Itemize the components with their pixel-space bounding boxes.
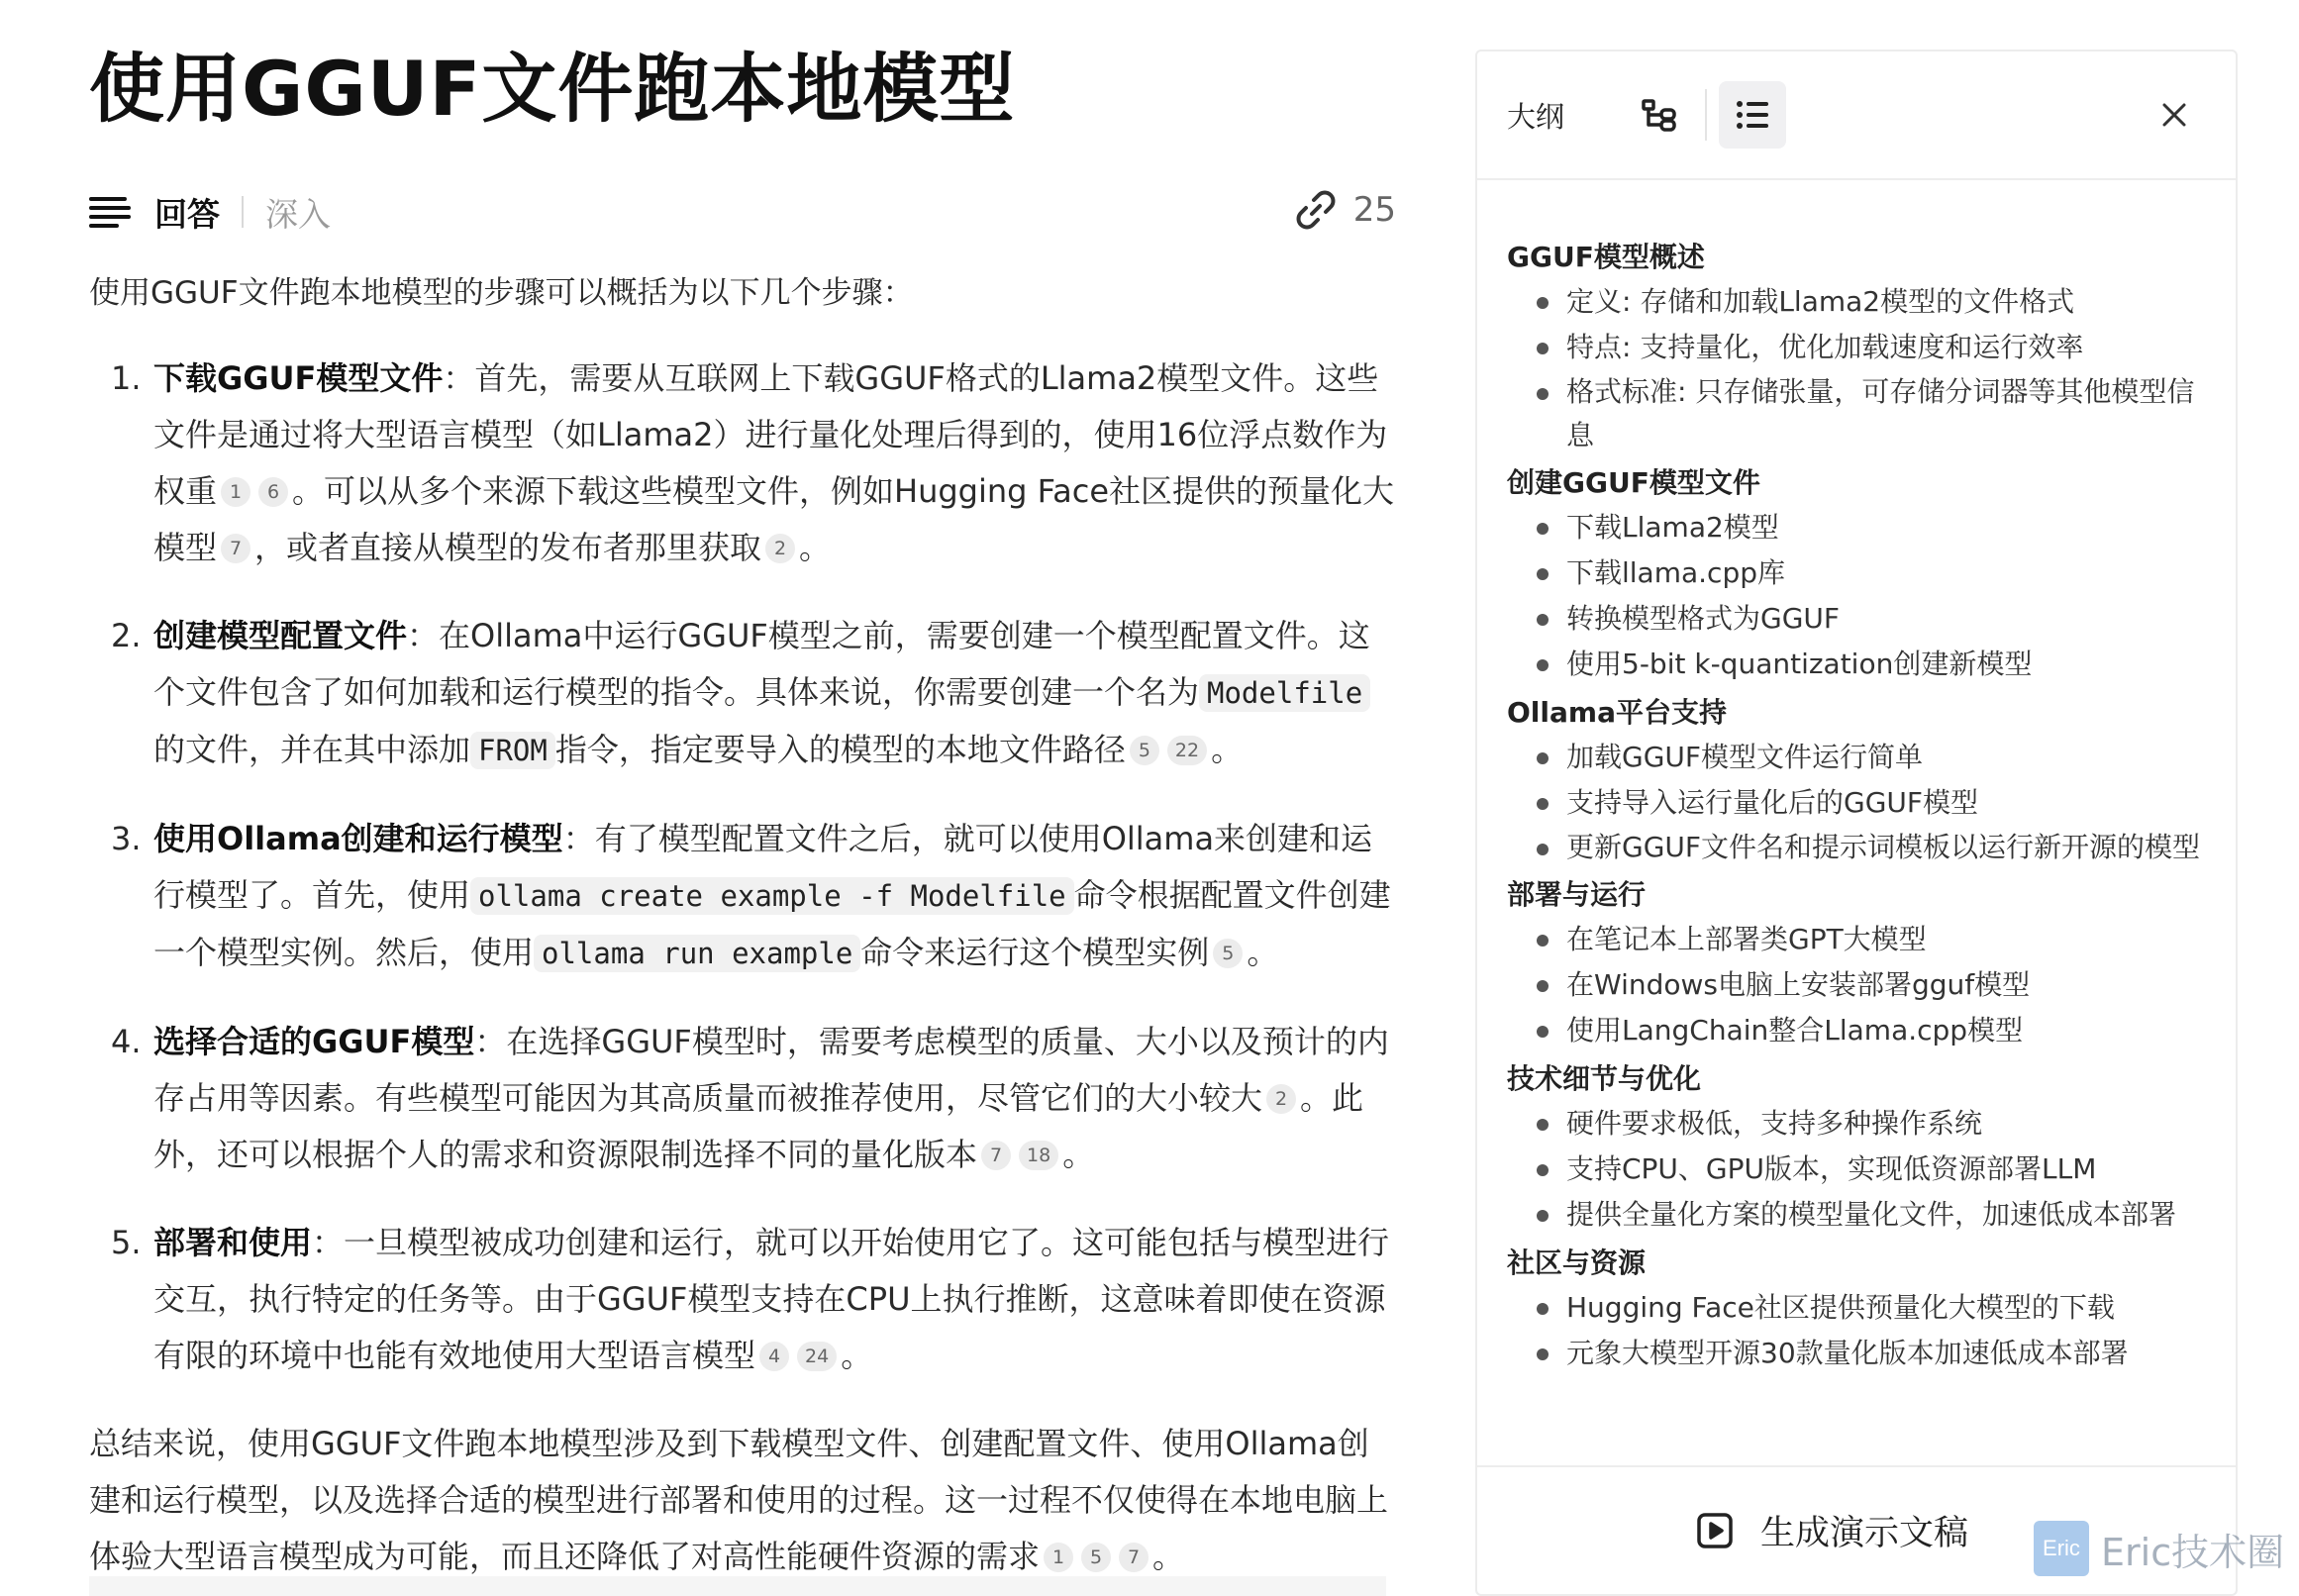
outline-section xyxy=(1507,873,2206,1053)
close-button[interactable] xyxy=(2152,93,2196,137)
step-text: ：在选择GGUF模型时，需要考虑模型的质量、大小以及预计的内存占用等因素。有些模型可能因为其高质量而被推荐使用，尽管它们的大小较大 xyxy=(153,1023,1389,1117)
answer-tabs xyxy=(89,180,1396,244)
link-icon xyxy=(1292,186,1340,234)
outline-section-title[interactable]: GGUF模型概述 xyxy=(1507,241,1705,273)
step-text: 命令根据配置文件创建一个模型实例。然后，使用 xyxy=(153,876,1391,971)
source-count: 25 xyxy=(1352,190,1396,230)
citation-badge[interactable]: 7 xyxy=(1119,1543,1149,1572)
citation-badge[interactable]: 7 xyxy=(981,1141,1011,1170)
step-number: 1. xyxy=(111,359,142,397)
watermark-logo: Eric xyxy=(2034,1521,2089,1576)
outline-item[interactable]: 提供全量化方案的模型量化文件，加速低成本部署 xyxy=(1507,1192,2206,1238)
outline-section xyxy=(1507,691,2206,869)
outline-item[interactable]: 更新GGUF文件名和提示词模板以运行新开源的模型 xyxy=(1507,826,2206,869)
step-text: ：有了模型配置文件之后，就可以使用Ollama来创建和运行模型了。首先，使用 xyxy=(153,820,1373,914)
step-number: 3. xyxy=(111,820,142,857)
list-item xyxy=(89,350,1396,576)
list-view-button[interactable] xyxy=(1719,81,1786,149)
step-text: 。 xyxy=(841,1337,873,1374)
step-heading: 部署和使用 xyxy=(153,1224,313,1261)
header-divider xyxy=(1705,89,1707,141)
citation-badge[interactable]: 22 xyxy=(1167,736,1207,765)
step-text: 。 xyxy=(1247,934,1279,971)
step-text: 的文件，并在其中添加 xyxy=(153,731,471,768)
list-icon xyxy=(1733,95,1772,135)
step-number: 5. xyxy=(111,1224,142,1261)
citation-badge[interactable]: 5 xyxy=(1213,939,1243,968)
outline-item[interactable]: 在笔记本上部署类GPT大模型 xyxy=(1507,917,2206,962)
answer-article xyxy=(89,40,1396,1585)
list-item xyxy=(89,811,1396,982)
step-text: 。可以从多个来源下载这些模型文件，例如Hugging Face社区提供的预量化大模型 xyxy=(153,472,1395,566)
outline-item[interactable]: 支持导入运行量化后的GGUF模型 xyxy=(1507,780,2206,826)
bottom-fade xyxy=(89,1576,1386,1596)
outline-section xyxy=(1507,1242,2206,1376)
step-text: 指令，指定要导入的模型的本地文件路径 xyxy=(554,731,1126,768)
outline-item[interactable]: 使用LangChain整合Llama.cpp模型 xyxy=(1507,1008,2206,1053)
step-heading: 创建模型配置文件 xyxy=(153,617,408,654)
close-icon xyxy=(2159,100,2189,130)
outline-item[interactable]: 转换模型格式为GGUF xyxy=(1507,596,2206,642)
outline-item[interactable]: 支持CPU、GPU版本，实现低资源部署LLM xyxy=(1507,1147,2206,1192)
citation-badge[interactable]: 24 xyxy=(797,1342,837,1371)
summary-body: 总结来说，使用GGUF文件跑本地模型涉及到下载模型文件、创建配置文件、使用Ollama创建和运行模型，以及选择合适的模型进行部署和使用的过程。这一过程不仅使得在本地电脑上体验大型语言模型成为可能，而且还降低了对高性能硬件资源的需求 xyxy=(89,1425,1389,1575)
intro-text: 使用GGUF文件跑本地模型的步骤可以概括为以下几个步骤： xyxy=(89,275,914,311)
generate-presentation-label: 生成演示文稿 xyxy=(1759,1514,1968,1553)
inline-code: FROM xyxy=(470,732,555,769)
outline-section xyxy=(1507,461,2206,687)
step-text: 。 xyxy=(799,529,832,566)
outline-section-title[interactable]: 技术细节与优化 xyxy=(1507,1062,1702,1095)
generate-presentation-button[interactable] xyxy=(1695,1506,1968,1555)
inline-code: ollama create example -f Modelfile xyxy=(470,877,1074,915)
list-item xyxy=(89,608,1396,779)
step-heading: 下载GGUF模型文件 xyxy=(153,359,444,397)
outline-title: 大纲 xyxy=(1507,99,1565,134)
citation-badge[interactable]: 7 xyxy=(221,534,250,563)
citation-badge[interactable]: 4 xyxy=(759,1342,789,1371)
step-text: ：首先，需要从互联网上下载GGUF格式的Llama2模型文件。这些文件是通过将大型语言模型（如Llama2）进行量化处理后得到的，使用16位浮点数作为权重 xyxy=(153,359,1388,510)
citation-badge[interactable]: 1 xyxy=(221,477,250,507)
steps-list xyxy=(89,350,1396,1384)
tab-divider xyxy=(242,196,244,228)
step-number: 4. xyxy=(111,1023,142,1060)
citation-badge[interactable]: 1 xyxy=(1044,1543,1073,1572)
outline-item[interactable]: 使用5-bit k-quantization创建新模型 xyxy=(1507,642,2206,687)
watermark-text: Eric技术圈 xyxy=(2101,1530,2285,1574)
text-lines-icon xyxy=(89,195,131,229)
sources-button[interactable] xyxy=(1292,186,1396,234)
outline-item[interactable]: 定义: 存储和加载Llama2模型的文件格式 xyxy=(1507,279,2206,325)
outline-item[interactable]: 硬件要求极低，支持多种操作系统 xyxy=(1507,1101,2206,1147)
outline-section-title[interactable]: 社区与资源 xyxy=(1507,1247,1647,1279)
step-text: 命令来运行这个模型实例 xyxy=(860,934,1210,971)
mindmap-icon xyxy=(1640,95,1679,135)
outline-item[interactable]: 特点: 支持量化，优化加载速度和运行效率 xyxy=(1507,325,2206,370)
step-heading: 选择合适的GGUF模型 xyxy=(153,1023,475,1060)
tab-answer[interactable]: 回答 xyxy=(154,194,220,234)
step-text: 。 xyxy=(1062,1136,1095,1173)
page-title: 使用GGUF文件跑本地模型 xyxy=(89,45,1016,133)
outline-item[interactable]: 元象大模型开源30款量化版本加速低成本部署 xyxy=(1507,1331,2206,1376)
step-number: 2. xyxy=(111,617,142,654)
outline-section xyxy=(1507,236,2206,457)
summary-text xyxy=(89,1416,1396,1585)
outline-item[interactable]: 加载GGUF模型文件运行简单 xyxy=(1507,735,2206,780)
outline-section-title[interactable]: 创建GGUF模型文件 xyxy=(1507,466,1760,499)
inline-code: Modelfile xyxy=(1199,674,1370,712)
step-text: ，或者直接从模型的发布者那里获取 xyxy=(254,529,762,566)
outline-item[interactable]: 下载Llama2模型 xyxy=(1507,505,2206,550)
citation-badge[interactable]: 5 xyxy=(1081,1543,1111,1572)
outline-section xyxy=(1507,1057,2206,1238)
mindmap-view-button[interactable] xyxy=(1626,81,1693,149)
list-item xyxy=(89,1215,1396,1384)
step-heading: 使用Ollama创建和运行模型 xyxy=(153,820,563,857)
citation-badge[interactable]: 5 xyxy=(1130,736,1159,765)
outline-item[interactable]: 下载llama.cpp库 xyxy=(1507,550,2206,596)
outline-item[interactable]: Hugging Face社区提供预量化大模型的下载 xyxy=(1507,1285,2206,1331)
outline-header xyxy=(1477,51,2236,180)
step-text: 。 xyxy=(1211,731,1244,768)
step-text: ：一旦模型被成功创建和运行，就可以开始使用它了。这可能包括与模型进行交互，执行特定的任务等。由于GGUF模型支持在CPU上执行推断，这意味着即使在资源有限的环境中也能有效地使用大型语言模型 xyxy=(153,1224,1390,1374)
citation-badge[interactable]: 6 xyxy=(258,477,288,507)
citation-badge[interactable]: 2 xyxy=(1266,1084,1296,1114)
step-text: ：在Ollama中运行GGUF模型之前，需要创建一个模型配置文件。这个文件包含了如何加载和运行模型的指令。具体来说，你需要创建一个名为 xyxy=(153,617,1370,711)
watermark xyxy=(2034,1521,2284,1576)
inline-code: ollama run example xyxy=(534,935,860,972)
summary-end: 。 xyxy=(1152,1538,1185,1575)
list-item xyxy=(89,1014,1396,1183)
outline-item[interactable]: 在Windows电脑上安装部署gguf模型 xyxy=(1507,962,2206,1008)
outline-section-title[interactable]: 部署与运行 xyxy=(1507,878,1647,911)
tab-deep[interactable]: 深入 xyxy=(265,194,331,234)
citation-badge[interactable]: 18 xyxy=(1019,1141,1058,1170)
outline-body xyxy=(1477,180,2236,1376)
outline-item[interactable]: 格式标准: 只存储张量，可存储分词器等其他模型信息 xyxy=(1507,370,2206,457)
outline-section-title[interactable]: Ollama平台支持 xyxy=(1507,696,1727,729)
citation-badge[interactable]: 2 xyxy=(765,534,795,563)
step-text: 。此外，还可以根据个人的需求和资源限制选择不同的量化版本 xyxy=(153,1079,1364,1173)
play-slide-icon xyxy=(1695,1511,1735,1550)
outline-panel xyxy=(1475,50,2238,1596)
